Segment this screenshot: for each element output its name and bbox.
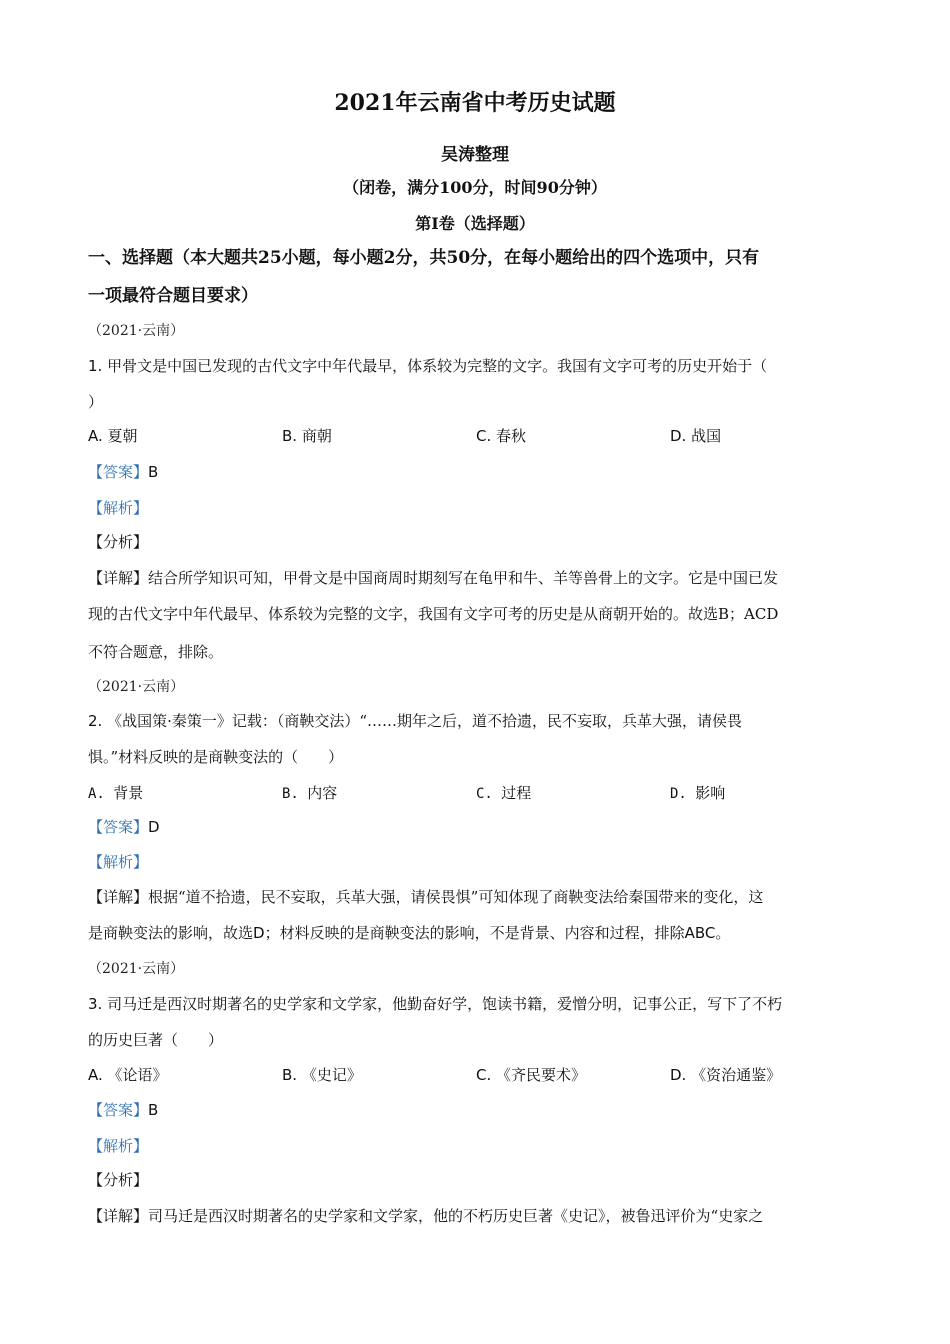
- document-title: 2021年云南省中考历史试题: [334, 90, 616, 116]
- answer-value: B: [148, 1101, 159, 1119]
- question-3-source: （2021·云南）: [88, 961, 185, 977]
- detail-text: 司马迁是西汉时期著名的史学家和文学家，他的不朽历史巨著《史记》，被鲁迅评价为“史家之: [148, 1207, 764, 1225]
- analysis-label: 【解析】: [88, 1137, 149, 1155]
- option-text: 内容: [307, 784, 338, 802]
- answer-label: 【答案】: [88, 1101, 149, 1119]
- question-2-option-a: [88, 782, 143, 803]
- question-1-option-d: [670, 425, 721, 446]
- option-letter: A.: [88, 786, 114, 802]
- option-text: 影响: [695, 784, 726, 802]
- question-2-option-d: [670, 782, 725, 803]
- answer-label: 【答案】: [88, 463, 149, 481]
- question-3-option-d: [670, 1064, 781, 1085]
- option-text: 《资治通鉴》: [691, 1066, 782, 1084]
- question-3-detail-line-1: [88, 1205, 878, 1227]
- answer-value: B: [148, 463, 159, 481]
- question-2-answer: [88, 816, 878, 838]
- option-letter: B.: [282, 427, 302, 445]
- question-2-option-b: [282, 782, 337, 803]
- option-letter: D.: [670, 427, 692, 445]
- detail-text: 是商鞅变法的影响，故选: [88, 924, 254, 942]
- question-2-stem-text: 《战国策·秦策一》记载：（商鞅交法）“……期年之后，道不拾遗，民不妄取，兵革大强，请侯畏: [107, 712, 743, 730]
- detail-letter: D: [253, 924, 265, 942]
- option-text: 夏朝: [107, 427, 138, 445]
- question-3-stem-line-2: 的历史巨著（ ）: [88, 1031, 224, 1049]
- question-1-options: [88, 425, 868, 449]
- option-text: 商朝: [301, 427, 332, 445]
- question-2-stem-line-1: [88, 710, 878, 732]
- question-3-analysis-label: [88, 1135, 878, 1157]
- option-text: 《史记》: [301, 1066, 362, 1084]
- question-2-source: （2021·云南）: [88, 679, 185, 695]
- analysis-label: 【解析】: [88, 499, 149, 517]
- detail-label: 【详解】: [88, 888, 149, 906]
- question-1-option-c: [476, 425, 526, 446]
- question-1-detail-line-1: [88, 567, 878, 589]
- document-author: 吴涛整理: [441, 145, 509, 165]
- question-3-option-b: [282, 1064, 362, 1085]
- question-3-option-a: [88, 1064, 168, 1085]
- option-letter: A.: [88, 1066, 108, 1084]
- option-letter: B.: [282, 1066, 302, 1084]
- question-3-fenxi-label: 【分析】: [88, 1171, 149, 1189]
- answer-value: D: [148, 818, 160, 836]
- analysis-label: 【解析】: [88, 853, 149, 871]
- question-3-answer: [88, 1099, 878, 1121]
- question-3-option-c: [476, 1064, 586, 1085]
- detail-label: 【详解】: [88, 1207, 149, 1225]
- question-1-detail-line-3: 不符合题意，排除。: [88, 643, 224, 661]
- question-1-detail-line-2: 现的古代文字中年代最早、体系较为完整的文字，我国有文字可考的历史是从商朝开始的。故选B；ACD: [88, 605, 779, 623]
- option-text: 春秋: [496, 427, 527, 445]
- document-part-title: 第Ⅰ卷（选择题）: [415, 214, 535, 233]
- section-heading-line-2: 一项最符合题目要求）: [88, 286, 258, 306]
- section-heading-line-1: 一、选择题（本大题共25小题，每小题2分，共50分，在每小题给出的四个选项中，只有: [88, 248, 760, 268]
- question-3-stem-line-1: [88, 993, 878, 1015]
- document-subtitle: （闭卷，满分100分，时间90分钟）: [343, 178, 607, 197]
- question-3-number: 3.: [88, 995, 108, 1013]
- answer-label: 【答案】: [88, 818, 149, 836]
- question-1-answer: [88, 461, 878, 483]
- question-1-option-b: [282, 425, 332, 446]
- option-text: 《齐民要术》: [496, 1066, 587, 1084]
- option-letter: C.: [476, 427, 497, 445]
- question-2-analysis-label: [88, 851, 878, 873]
- option-letter: D.: [670, 1066, 692, 1084]
- detail-text: 。: [715, 924, 731, 942]
- detail-text: ；材料反映的是商鞅变法的影响，不是背景、内容和过程，排除: [264, 924, 685, 942]
- question-1-source: （2021·云南）: [88, 323, 185, 339]
- question-2-options: [88, 782, 868, 806]
- detail-text: 结合所学知识可知，甲骨文是中国商周时期刻写在龟甲和牛、羊等兽骨上的文字。它是中国已发: [148, 569, 779, 587]
- option-letter: B.: [282, 786, 308, 802]
- question-1-stem-line-2: ）: [88, 393, 104, 411]
- detail-label: 【详解】: [88, 569, 149, 587]
- question-1-stem-text: 甲骨文是中国已发现的古代文字中年代最早，体系较为完整的文字。我国有文字可考的历史开始于（: [107, 357, 768, 375]
- question-3-stem-text: 司马迁是西汉时期著名的史学家和文学家，他勤奋好学，饱读书籍，爱憎分明，记事公正，写下了不朽: [107, 995, 783, 1013]
- option-text: 《论语》: [107, 1066, 168, 1084]
- option-letter: D.: [670, 786, 696, 802]
- question-1-analysis-label: [88, 497, 878, 519]
- option-letter: C.: [476, 786, 502, 802]
- option-letter: A.: [88, 427, 108, 445]
- question-2-stem-line-2: 惧。”材料反映的是商鞅变法的（ ）: [88, 748, 344, 766]
- detail-text: 根据“道不拾遗，民不妄取，兵革大强，请侯畏惧”可知体现了商鞅变法给秦国带来的变化，这: [148, 888, 764, 906]
- question-3-options: [88, 1064, 868, 1088]
- option-text: 背景: [113, 784, 144, 802]
- question-1-stem-line-1: [88, 355, 878, 377]
- question-2-detail-line-2: [88, 922, 878, 944]
- detail-letters: ABC: [684, 924, 716, 942]
- question-1-number: 1.: [88, 357, 108, 375]
- question-1-option-a: [88, 425, 138, 446]
- question-2-number: 2.: [88, 712, 108, 730]
- option-letter: C.: [476, 1066, 497, 1084]
- question-2-detail-line-1: [88, 886, 878, 908]
- question-2-option-c: [476, 782, 531, 803]
- option-text: 战国: [691, 427, 722, 445]
- question-1-fenxi-label: 【分析】: [88, 533, 149, 551]
- option-text: 过程: [501, 784, 532, 802]
